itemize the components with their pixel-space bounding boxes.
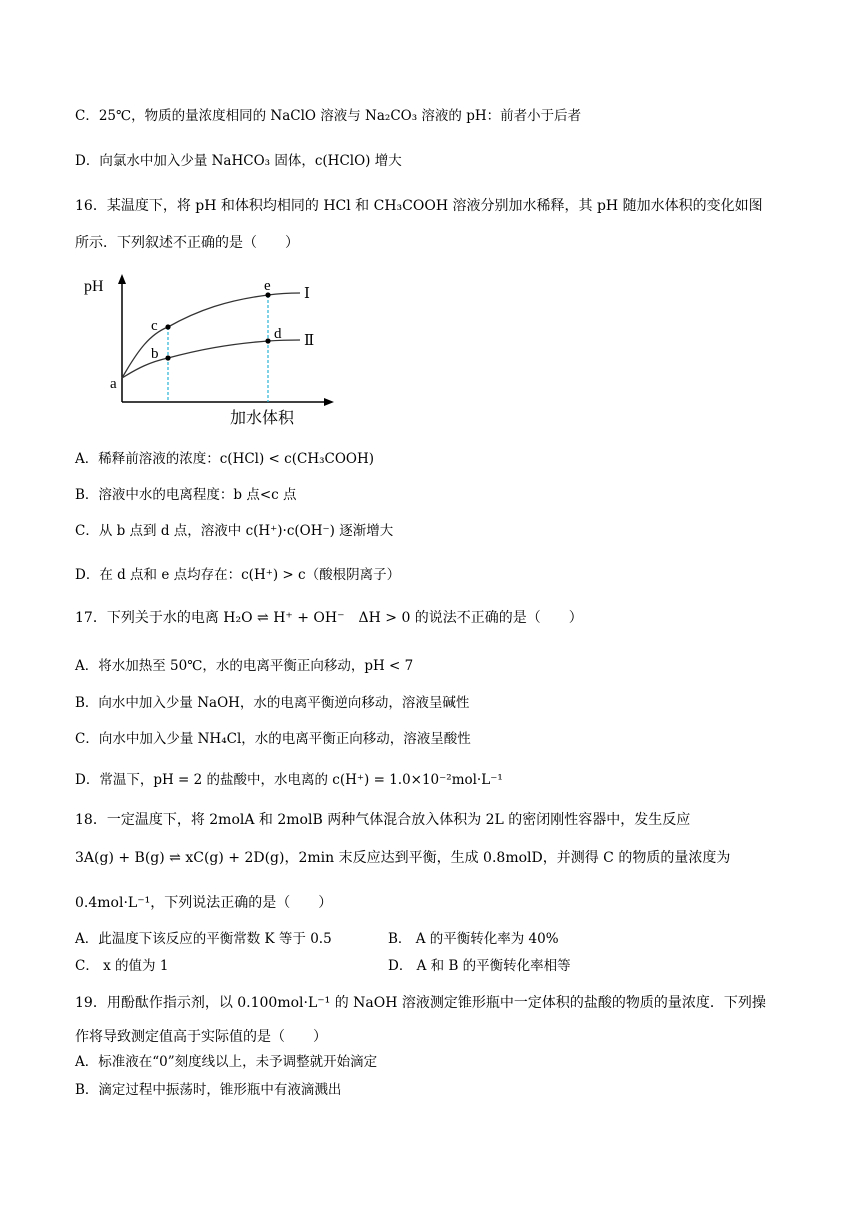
q17-option-b: B．向水中加入少量 NaOH，水的电离平衡逆向移动，溶液呈碱性 [75,695,470,711]
q15-option-d: D．向氯水中加入少量 NaHCO₃ 固体，c(HClO) 增大 [75,153,402,169]
q18-stem-line1: 18．一定温度下，将 2molA 和 2molB 两种气体混合放入体积为 2L 的密闭刚性容器中，发生反应 [75,812,691,828]
point-e-label: e [264,278,271,294]
q17-option-a: A．将水加热至 50℃，水的电离平衡正向移动，pH < 7 [75,658,414,674]
q18-option-c: C． x 的值为 1 [75,958,169,974]
q19-stem-line1: 19．用酚酞作指示剂，以 0.100mol·L⁻¹ 的 NaOH 溶液测定锥形瓶中一定体积的盐酸的物质的量浓度．下列操 [75,995,766,1011]
q17-stem: 17．下列关于水的电离 H₂O ⇌ H⁺ + OH⁻ ΔH > 0 的说法不正确的是（ ） [75,610,583,626]
point-b-label: b [151,346,159,362]
q18-stem-line3: 0.4mol·L⁻¹，下列说法正确的是（ ） [75,895,333,911]
q18-option-b: B． A 的平衡转化率为 40% [388,931,559,947]
point-c-label: c [151,318,158,334]
point-c [165,324,170,329]
q16-stem-line1: 16．某温度下，将 pH 和体积均相同的 HCl 和 CH₃COOH 溶液分别加水稀释，其 pH 随加水体积的变化如图 [75,198,763,214]
q17-option-c: C．向水中加入少量 NH₄Cl，水的电离平衡正向移动，溶液呈酸性 [75,731,471,747]
q16-option-c: C．从 b 点到 d 点，溶液中 c(H⁺)·c(OH⁻) 逐渐增大 [75,523,394,539]
point-d-label: d [274,326,282,342]
q17-option-d: D．常温下，pH = 2 的盐酸中，水电离的 c(H⁺) = 1.0×10⁻²mol·L⁻¹ [75,772,503,788]
point-a-label: a [110,376,117,392]
q18-option-d: D． A 和 B 的平衡转化率相等 [388,958,571,974]
y-axis-arrow [118,274,126,284]
y-axis-label: pH [84,278,104,295]
q18-stem-line2: 3A(g) + B(g) ⇌ xC(g) + 2D(g)，2min 末反应达到平衡，生成 0.8molD，并测得 C 的物质的量浓度为 [75,850,731,866]
q19-option-b: B．滴定过程中振荡时，锥形瓶中有液滴溅出 [75,1082,342,1098]
q16-option-d: D．在 d 点和 e 点均存在：c(H⁺) > c（酸根阴离子） [75,567,401,583]
x-axis-label: 加水体积 [230,410,295,427]
q16-stem-line2: 所示．下列叙述不正确的是（ ） [75,235,299,251]
x-axis-arrow [324,398,334,406]
q18-option-a: A．此温度下该反应的平衡常数 K 等于 0.5 [75,931,332,947]
curve-ii [122,340,300,378]
ph-dilution-graph [78,270,338,430]
q15-option-c: C．25℃，物质的量浓度相同的 NaClO 溶液与 Na₂CO₃ 溶液的 pH：前者小于后者 [75,108,582,124]
point-b [165,355,170,360]
q19-stem-line2: 作将导致测定值高于实际值的是（ ） [75,1029,327,1045]
point-d [265,338,270,343]
q19-option-a: A．标准液在“0”刻度线以上，未予调整就开始滴定 [75,1054,378,1070]
curve-i-label: Ⅰ [304,286,310,302]
q16-option-b: B．溶液中水的电离程度：b 点<c 点 [75,487,297,503]
curve-ii-label: Ⅱ [304,333,315,349]
q16-option-a: A．稀释前溶液的浓度：c(HCl) < c(CH₃COOH) [75,451,375,467]
